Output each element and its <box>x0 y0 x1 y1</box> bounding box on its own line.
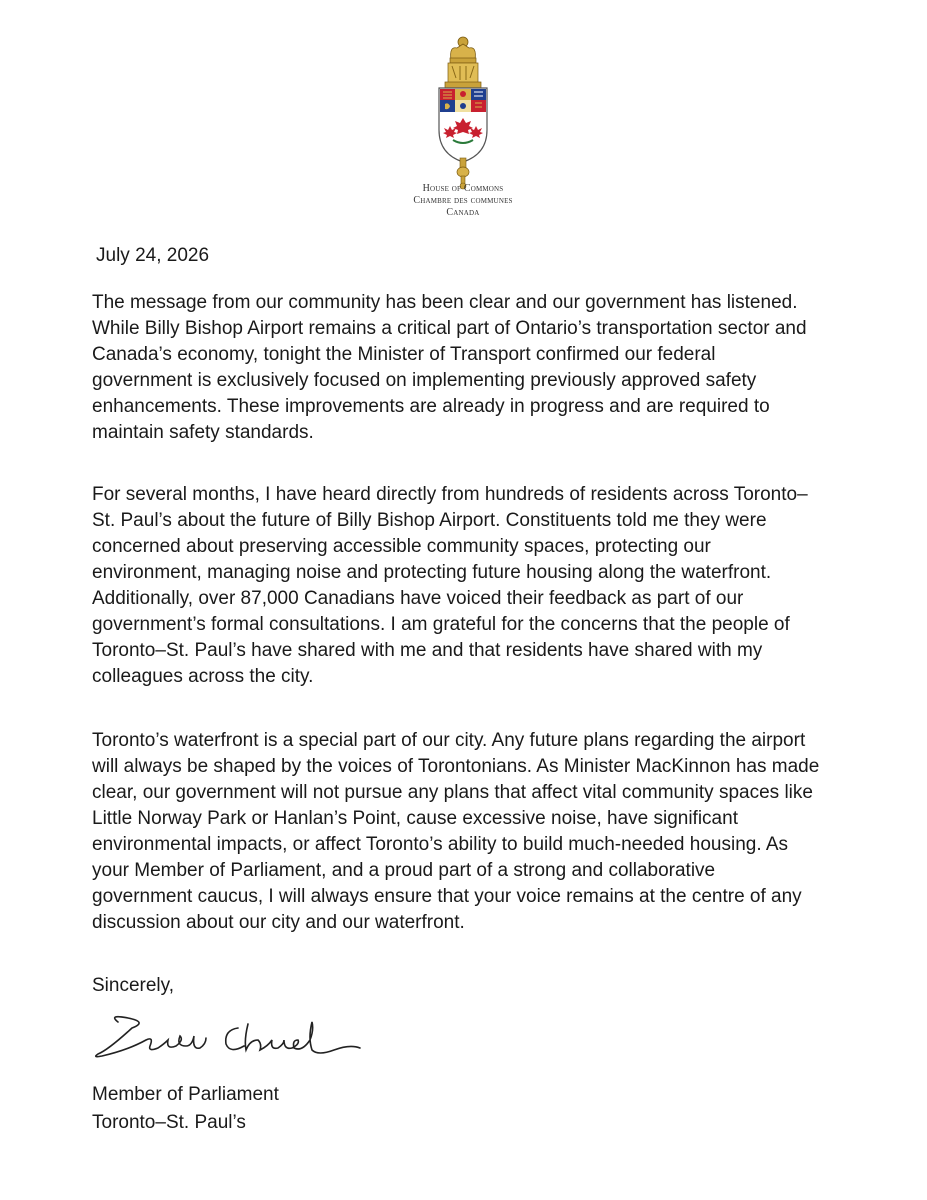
paragraph-3 <box>92 728 852 936</box>
text-line: government’s formal consultations. I am grateful for the concerns that the people of <box>92 614 790 635</box>
text-line: Little Norway Park or Hanlan’s Point, cause excessive noise, have significant <box>92 808 738 829</box>
text-line: government is exclusively focused on implementing previously approved safety <box>92 370 757 391</box>
text-line: While Billy Bishop Airport remains a critical part of Ontario’s transportation sector and <box>92 318 807 339</box>
text-line: For several months, I have heard directly from hundreds of residents across Toronto– <box>92 484 808 505</box>
text-line: Canada’s economy, tonight the Minister of Transport confirmed our federal <box>92 344 716 365</box>
text-line: Toronto’s waterfront is a special part of our city. Any future plans regarding the airport <box>92 730 806 751</box>
house-of-commons-crest-icon <box>423 30 503 190</box>
signer-riding: Toronto–St. Paul’s <box>92 1112 246 1133</box>
text-line: your Member of Parliament, and a proud part of a strong and collaborative <box>92 860 716 881</box>
text-line: St. Paul’s about the future of Billy Bishop Airport. Constituents told me they were <box>92 510 767 531</box>
handwritten-signature <box>88 1010 368 1070</box>
closing: Sincerely, <box>92 975 175 996</box>
signer-title: Member of Parliament <box>92 1084 279 1105</box>
text-line: colleagues across the city. <box>92 666 314 687</box>
text-line: will always be shaped by the voices of Torontonians. As Minister MacKinnon has made <box>92 756 820 777</box>
letter-date: July 24, 2026 <box>96 245 210 266</box>
text-line: government caucus, I will always ensure that your voice remains at the centre of any <box>92 886 802 907</box>
paragraph-2 <box>92 482 852 690</box>
text-line: environment, managing noise and protecting future housing along the waterfront. <box>92 562 772 583</box>
text-line: concerned about preserving accessible community spaces, protecting our <box>92 536 711 557</box>
signer-block <box>92 1081 279 1137</box>
letterhead <box>363 183 563 219</box>
text-line: maintain safety standards. <box>92 422 314 443</box>
text-line: Additionally, over 87,000 Canadians have voiced their feedback as part of our <box>92 588 744 609</box>
paragraph-1 <box>92 290 852 446</box>
text-line: clear, our government will not pursue any plans that affect vital community spaces like <box>92 782 813 803</box>
text-line: The message from our community has been clear and our government has listened. <box>92 292 798 313</box>
text-line: enhancements. These improvements are already in progress and are required to <box>92 396 770 417</box>
text-line: Toronto–St. Paul’s have shared with me and that residents have shared with my <box>92 640 763 661</box>
letterhead-line-3: Canada <box>446 207 480 218</box>
letterhead-line-1: House of Commons <box>422 183 504 194</box>
text-line: discussion about our city and our waterfront. <box>92 912 465 933</box>
letterhead-line-2: Chambre des communes <box>413 195 513 206</box>
text-line: environmental impacts, or affect Toronto’s ability to build much-needed housing. As <box>92 834 789 855</box>
